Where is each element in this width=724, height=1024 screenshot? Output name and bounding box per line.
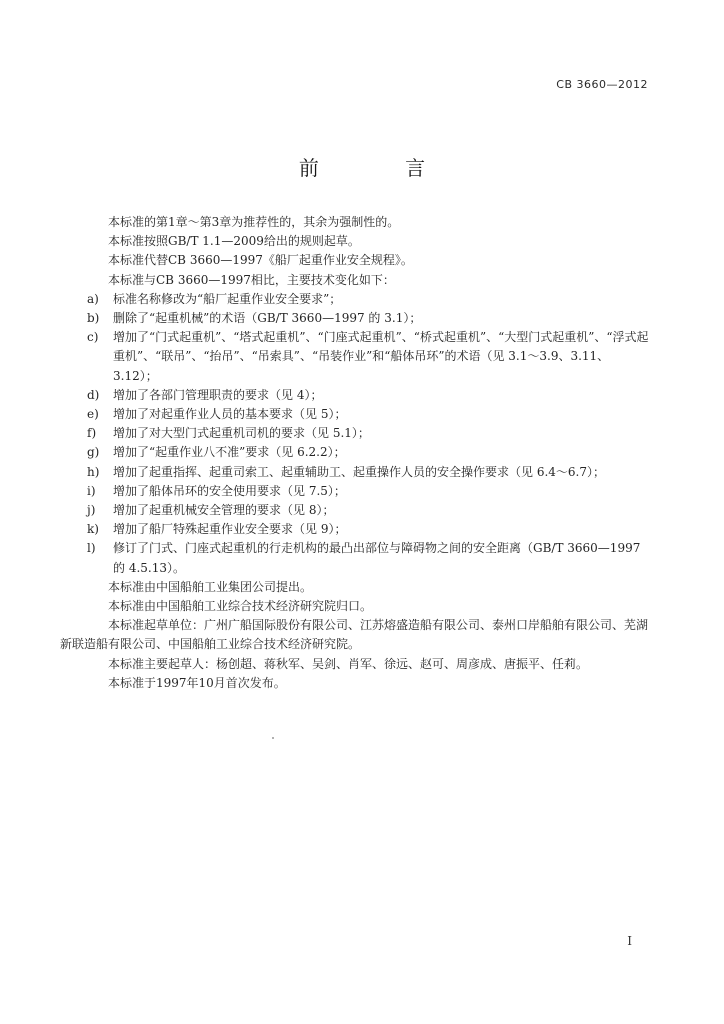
intro-paragraph: 本标准与CB 3660—1997相比，主要技术变化如下： <box>108 272 395 287</box>
change-item-label: l) <box>87 541 96 556</box>
change-item <box>84 463 650 482</box>
proposer-statement: 本标准由中国船舶工业集团公司提出。 <box>108 579 313 594</box>
change-item-label: a) <box>87 291 99 306</box>
change-item-text: 增加了起重机械安全管理的要求（见 8）； <box>113 503 335 518</box>
change-item-label: g) <box>87 445 100 460</box>
change-item <box>84 328 650 386</box>
drafting-units-statement: 本标准起草单位：广州广船国际股份有限公司、江苏熔盛造船有限公司、泰州口岸船舶有限公司、芜湖新联造船有限公司、中国船舶工业综合技术经济研究院。 <box>60 618 649 652</box>
page-title: 前 言 <box>298 156 466 180</box>
change-item-text: 增加了“门式起重机”、“塔式起重机”、“门座式起重机”、“桥式起重机”、“大型门式起重机”、“浮式起重机”、“联吊”、“抬吊”、“吊索具”、“吊装作业”和“船体吊环”的术语（见 3.1～3.9、3.11、3.12）； <box>113 330 649 383</box>
change-item-text: 修订了门式、门座式起重机的行走机构的最凸出部位与障碍物之间的安全距离（GB/T 3660—1997 的 4.5.13）。 <box>113 541 641 575</box>
change-item <box>84 386 650 405</box>
change-item-label: d) <box>87 387 100 402</box>
change-item <box>84 539 650 577</box>
change-item-text: 增加了对起重作业人员的基本要求（见 5）； <box>113 407 347 422</box>
change-item-label: j) <box>87 503 96 518</box>
administrator-statement: 本标准由中国船舶工业综合技术经济研究院归口。 <box>108 599 373 614</box>
change-item <box>84 424 650 443</box>
change-item <box>84 290 650 309</box>
change-item-label: e) <box>87 407 99 422</box>
change-item <box>84 501 650 520</box>
change-item-text: 增加了“起重作业八不准”要求（见 6.2.2）； <box>113 445 346 460</box>
intro-paragraph: 本标准按照GB/T 1.1—2009给出的规则起草。 <box>108 234 360 249</box>
change-item <box>84 520 650 539</box>
change-item-text: 增加了船体吊环的安全使用要求（见 7.5）； <box>113 483 346 498</box>
change-item <box>84 443 650 462</box>
foreword-body <box>60 213 650 693</box>
change-item-label: b) <box>87 311 100 326</box>
intro-paragraph: 本标准的第1章～第3章为推荐性的，其余为强制性的。 <box>108 215 400 229</box>
change-item-text: 增加了起重指挥、起重司索工、起重辅助工、起重操作人员的安全操作要求（见 6.4～6.7）； <box>113 464 605 479</box>
scan-artifact <box>272 737 274 739</box>
change-item-label: k) <box>87 522 99 537</box>
change-item <box>84 405 650 424</box>
change-item-label: c) <box>87 330 99 345</box>
change-item <box>84 309 650 328</box>
intro-paragraph: 本标准代替CB 3660—1997《船厂起重作业安全规程》。 <box>108 253 413 268</box>
change-item-text: 增加了对大型门式起重机司机的要求（见 5.1）； <box>113 426 370 441</box>
change-item-label: f) <box>87 426 97 441</box>
change-item <box>84 482 650 501</box>
change-item-label: i) <box>87 483 96 498</box>
change-item-text: 增加了船厂特殊起重作业安全要求（见 9）； <box>113 522 347 537</box>
standard-code: CB 3660—2012 <box>556 78 648 91</box>
drafters-statement: 本标准主要起草人：杨创超、蒋秋军、吴剑、肖军、徐远、赵可、周彦成、唐振平、任莉。 <box>108 656 589 671</box>
change-item-text: 删除了“起重机械”的术语（GB/T 3660—1997 的 3.1）； <box>113 311 422 326</box>
change-item-text: 增加了各部门管理职责的要求（见 4）； <box>113 387 323 402</box>
page-number: I <box>627 934 632 948</box>
change-item-label: h) <box>87 464 100 479</box>
first-issue-statement: 本标准于1997年10月首次发布。 <box>108 675 286 690</box>
change-item-text: 标准名称修改为“船厂起重作业安全要求”； <box>113 291 342 306</box>
